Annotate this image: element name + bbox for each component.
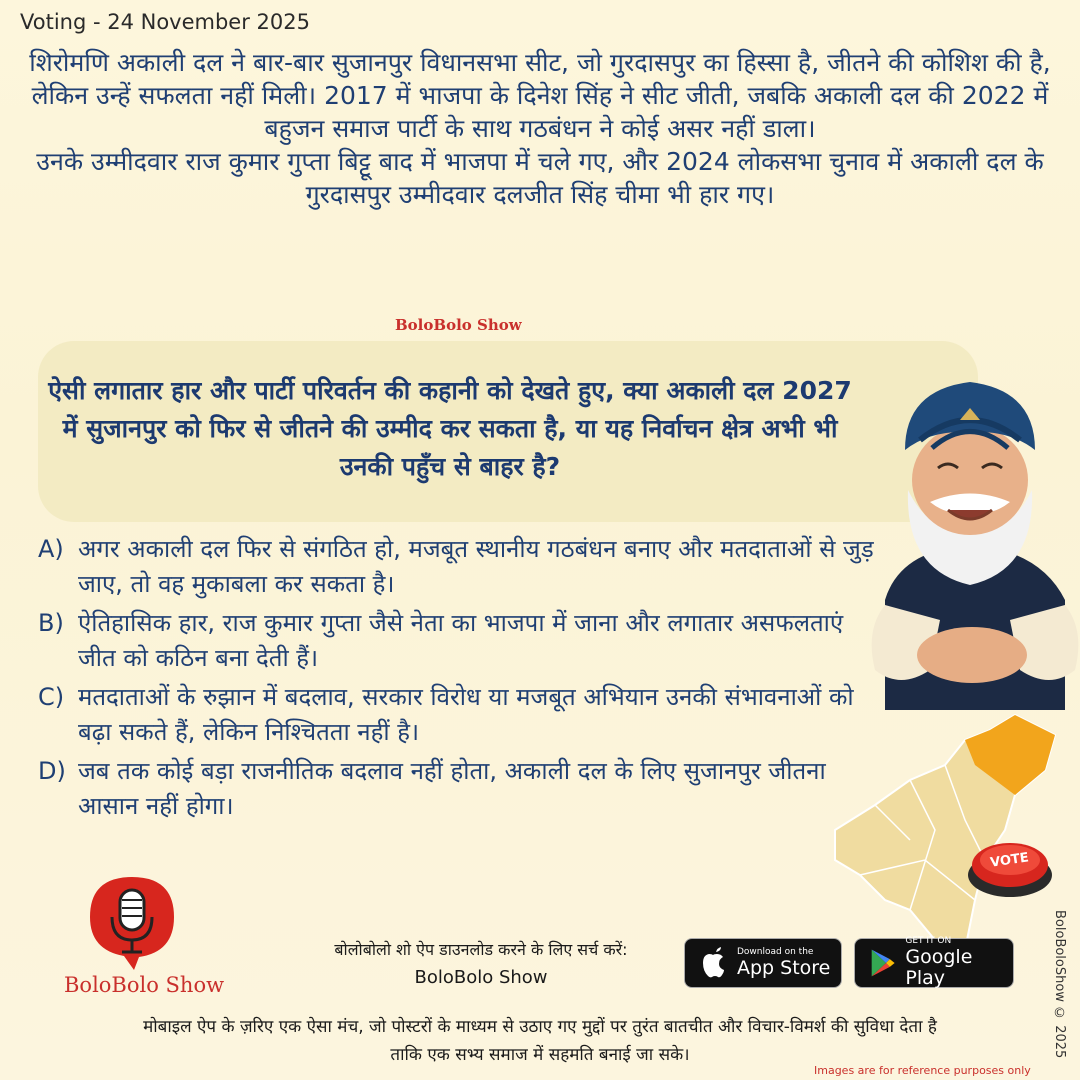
footer-text: [40, 1013, 1040, 1069]
option-letter: D): [38, 757, 66, 785]
appstore-small-label: Download on the: [737, 946, 814, 957]
question-text: ऐसी लगातार हार और पार्टी परिवर्तन की कहानी को देखते हुए, क्या अकाली दल 2027 में सुजानपुर को फिर से जीतने की उम्मीद कर सकता है, या यह निर्वाचन क्षेत्र अभी भी उनकी पहुँच से बाहर है?: [48, 376, 852, 481]
download-prompt: [296, 936, 666, 992]
option-c[interactable]: [38, 680, 888, 750]
answer-options: [38, 532, 888, 828]
option-d[interactable]: [38, 754, 888, 824]
app-name: BoloBolo Show: [414, 967, 548, 988]
date-label: Voting - 24 November 2025: [20, 10, 310, 34]
intro-paragraph-2: उनके उम्मीदवार राज कुमार गुप्ता बिट्टू बाद में भाजपा में चले गए, और 2024 लोकसभा चुनाव में अकाली दल के गुरदासपुर उम्मीदवार दलजीत सिंह चीमा भी हार गए।: [36, 147, 1044, 209]
brand-watermark: BoloBolo Show: [395, 316, 522, 334]
footer-line-1: मोबाइल ऐप के ज़रिए एक ऐसा मंच, जो पोस्टरों के माध्यम से उठाए गए मुद्दों पर तुरंत बातचीत और विचार-विमर्श की सुविधा देता है: [143, 1017, 937, 1037]
disclaimer: Images are for reference purposes only: [814, 1064, 1031, 1077]
intro-paragraph-1: शिरोमणि अकाली दल ने बार-बार सुजानपुर विधानसभा सीट, जो गुरदासपुर का हिस्सा है, जीतने की कोशिश की है, लेकिन उन्हें सफलता नहीं मिली। 2017 में भाजपा के दिनेश सिंह ने सीट जीती, जबकि अकाली दल की 2022 में बहुजन समाज पार्टी के साथ गठबंधन ने कोई असर नहीं डाला।: [29, 48, 1051, 143]
politician-illustration: [860, 370, 1080, 710]
app-store-button[interactable]: [684, 938, 842, 988]
option-letter: C): [38, 683, 65, 711]
option-text: जब तक कोई बड़ा राजनीतिक बदलाव नहीं होता, अकाली दल के लिए सुजानपुर जीतना आसान नहीं होगा।: [78, 757, 826, 820]
google-play-button[interactable]: [854, 938, 1014, 988]
brand-logo-text: BoloBolo Show: [64, 973, 225, 997]
option-text: मतदाताओं के रुझान में बदलाव, सरकार विरोध या मजबूत अभियान उनकी संभावनाओं को बढ़ा सकते हैं, लेकिन निश्चितता नहीं है।: [78, 683, 854, 746]
vote-button-icon: [965, 830, 1055, 900]
gplay-big-label: Google Play: [905, 946, 973, 989]
download-instruction: बोलोबोलो शो ऐप डाउनलोड करने के लिए सर्च करें:: [334, 940, 628, 959]
option-b[interactable]: [38, 606, 888, 676]
copyright: BoloBoloShow © 2025: [1052, 910, 1067, 1059]
vote-label: VOTE: [989, 850, 1030, 871]
option-letter: B): [38, 609, 64, 637]
intro-text: [20, 46, 1060, 211]
option-letter: A): [38, 535, 64, 563]
footer-line-2: ताकि एक सभ्य समाज में सहमति बनाई जा सके।: [390, 1045, 690, 1065]
option-text: अगर अकाली दल फिर से संगठित हो, मजबूत स्थानीय गठबंधन बनाए और मतदाताओं से जुड़ जाए, तो वह मुकाबला कर सकता है।: [78, 535, 874, 598]
google-play-icon: [865, 945, 899, 981]
gplay-small-label: GET IT ON: [905, 936, 952, 947]
option-text: ऐतिहासिक हार, राज कुमार गुप्ता जैसे नेता का भाजपा में जाना और लगातार असफलताएं जीत को कठिन बना देती हैं।: [78, 609, 844, 672]
microphone-logo-icon: [84, 872, 180, 972]
appstore-big-label: App Store: [737, 956, 831, 979]
option-a[interactable]: [38, 532, 888, 602]
apple-icon: [695, 945, 731, 981]
